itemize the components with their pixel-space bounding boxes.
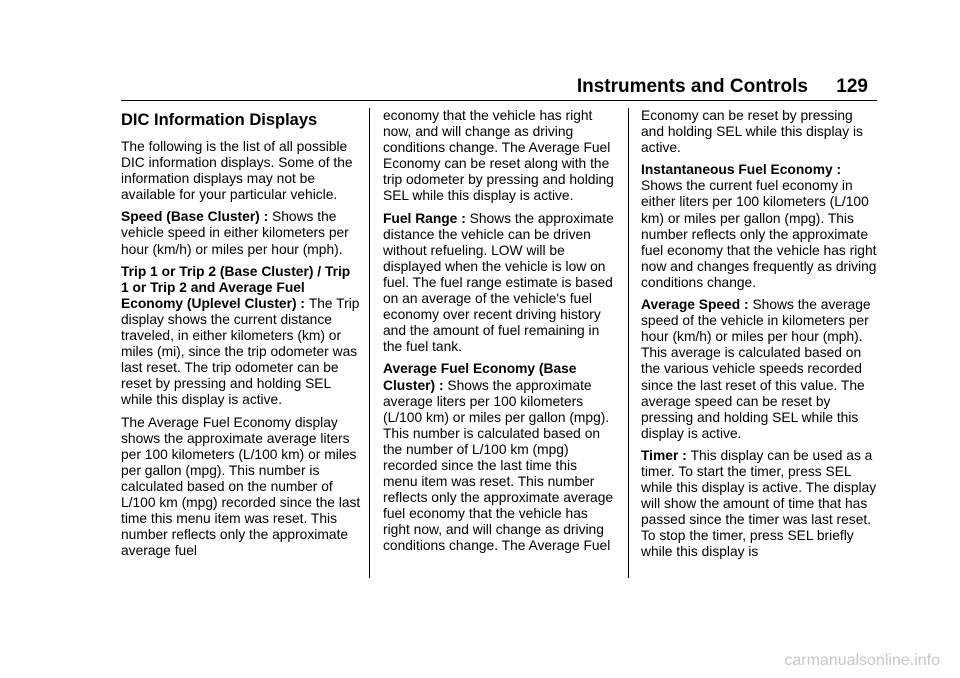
intro-paragraph: The following is the list of all possible DIC information displays. Some of the information displays may not be available for your particular vehicle. <box>121 139 353 203</box>
speed-label: Speed (Base Cluster) : <box>121 209 273 225</box>
avg-fuel-base-text: Shows the approximate average liters per 100 kilometers (L/100 km) or miles per gallon (mpg). This number is calculated based on the number of L/100 km (mpg) recorded since the last time this menu item was reset. This number reflects only the approximate average fuel economy that the vehicle has right now, and will change as driving conditions change. The Average Fuel <box>383 377 614 554</box>
speed-entry <box>121 209 361 257</box>
trip-entry <box>121 264 361 409</box>
column-divider <box>369 108 370 578</box>
instant-fuel-entry <box>641 162 877 291</box>
instant-fuel-label: Instantaneous Fuel Economy : <box>641 162 842 178</box>
speed-text: Shows the vehicle speed in either kilometers per hour (km/h) or miles per hour (mph). <box>121 209 349 257</box>
avg-fuel-base-label: Average Fuel Economy (Base Cluster) : <box>383 361 577 393</box>
section-heading: DIC Information Displays <box>121 111 318 129</box>
page-number: 129 <box>836 76 868 97</box>
timer-text: This display can be used as a timer. To start the timer, press SEL while this display is active. The display will show the amount of time that has passed since the timer was last reset. To stop the timer, press SEL briefly while this display is <box>641 447 877 560</box>
avg-fuel-paragraph: The Average Fuel Economy display shows the approximate average liters per 100 kilometers (L/100 km) or miles per gallon (mpg). This number is calculated based on the number of L/100 km (mpg) recorded since the last time this menu item was reset. This number reflects only the approximate average fuel <box>121 414 361 559</box>
fuel-range-entry <box>383 211 615 356</box>
instant-fuel-text: Shows the current fuel economy in either liters per 100 kilometers (L/100 km) or miles per gallon (mpg). This number reflects only the approximate fuel economy that the vehicle has right now and changes frequently as driving conditions change. <box>641 178 877 290</box>
column-1 <box>121 108 361 565</box>
header-rule <box>121 100 877 101</box>
avg-speed-text: Shows the average speed of the vehicle in kilometers per hour (km/h) or miles per hour (mph). This average is calculated based on the various vehicle speeds recorded since the last reset of this value. The average speed can be reset by pressing and holding SEL while this display is active. <box>641 297 871 441</box>
column-divider <box>628 108 629 578</box>
avg-fuel-base-continued: Economy can be reset by pressing and holding SEL while this display is active. <box>641 108 863 156</box>
avg-speed-label: Average Speed : <box>641 297 753 313</box>
timer-entry <box>641 448 877 561</box>
trip-text: The Trip display shows the current distance traveled, in either kilometers (km) or miles (mi), since the trip odometer was last reset. The trip odometer can be reset by pressing and holding SEL while this display is active. <box>121 295 360 408</box>
column-2 <box>383 108 615 561</box>
avg-fuel-continued: economy that the vehicle has right now, and will change as driving conditions change. The Average Fuel Economy can be reset along with the trip odometer by pressing and holding SEL while this display is active. <box>383 108 614 204</box>
fuel-range-text: Shows the approximate distance the vehicle can be driven without refueling. LOW will be displayed when the vehicle is low on fuel. The fuel range estimate is based on an average of the vehicle's fuel economy over recent driving history and the amount of fuel remaining in the fuel tank. <box>383 210 614 355</box>
trip-label: Trip 1 or Trip 2 (Base Cluster) / Trip 1 or Trip 2 and Average Fuel Economy (Uplevel Cluster) : <box>121 263 351 311</box>
watermark: carmanualsonline.info <box>784 652 940 669</box>
timer-label: Timer : <box>641 447 691 463</box>
avg-fuel-base-entry <box>383 361 615 554</box>
page-header <box>558 76 868 100</box>
column-3 <box>641 108 877 567</box>
avg-speed-entry <box>641 297 877 442</box>
fuel-range-label: Fuel Range : <box>383 210 470 226</box>
section-title: Instruments and Controls <box>576 76 808 97</box>
